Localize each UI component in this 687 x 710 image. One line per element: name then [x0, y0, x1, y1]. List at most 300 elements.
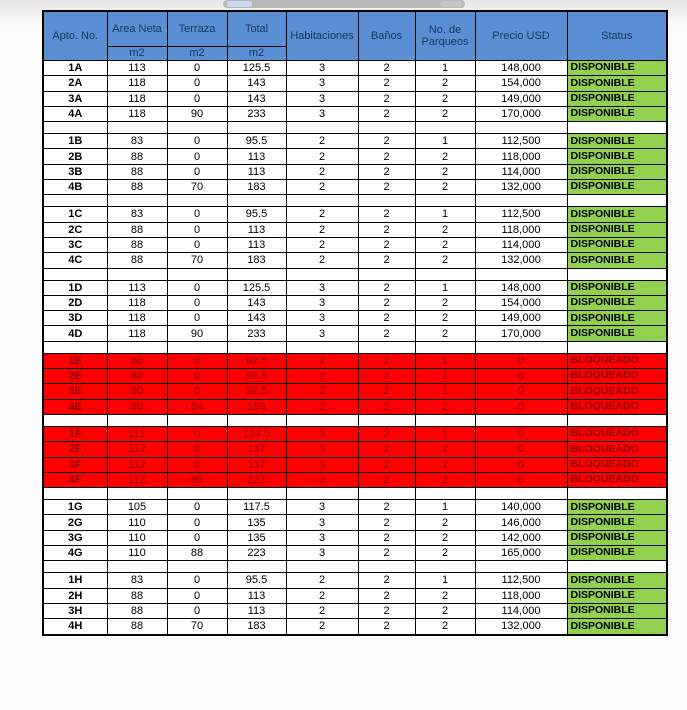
cell-banos: 2 [358, 180, 415, 195]
cell-status: BLOQUEADO [567, 426, 667, 441]
scrollbar-track-end [440, 1, 462, 7]
cell-parqueos: 2 [415, 546, 475, 561]
table-row [43, 384, 667, 399]
cell-status: DISPONIBLE [567, 573, 667, 588]
col-header-apto: Apto. No. [43, 11, 107, 61]
cell-area: 80 [107, 369, 167, 384]
cell-total: 113 [227, 164, 286, 179]
cell-precio: 154,000 [475, 76, 567, 91]
col-header-parqueos: No. de Parqueos [415, 11, 475, 61]
cell-total: 113 [227, 149, 286, 164]
cell-parqueos: 1 [415, 384, 475, 399]
spacer-cell [107, 268, 167, 280]
table-row [43, 253, 667, 268]
spacer-cell [43, 488, 107, 500]
spacer-cell [227, 561, 286, 573]
cell-precio: 114,000 [475, 603, 567, 618]
cell-precio: 112,500 [475, 207, 567, 222]
spacer-cell [358, 122, 415, 134]
cell-parqueos: 1 [415, 573, 475, 588]
spacer-cell [358, 195, 415, 207]
cell-terraza: 0 [167, 500, 227, 515]
spacer-cell [286, 122, 358, 134]
cell-status: DISPONIBLE [567, 76, 667, 91]
cell-apto: 3C [43, 237, 107, 252]
cell-banos: 2 [358, 222, 415, 237]
cell-precio: 132,000 [475, 253, 567, 268]
cell-hab: 3 [286, 295, 358, 310]
cell-precio: 0 [475, 353, 567, 368]
cell-apto: 1D [43, 280, 107, 295]
cell-hab: 3 [286, 530, 358, 545]
cell-terraza: 64 [167, 399, 227, 414]
cell-banos: 2 [358, 164, 415, 179]
spacer-cell [227, 268, 286, 280]
cell-total: 125.5 [227, 280, 286, 295]
cell-apto: 4G [43, 546, 107, 561]
cell-hab: 3 [286, 91, 358, 106]
table-row [43, 180, 667, 195]
spacer-cell [567, 122, 667, 134]
cell-precio: 0 [475, 369, 567, 384]
spacer-row [43, 195, 667, 207]
cell-hab: 2 [286, 253, 358, 268]
spacer-cell [475, 341, 567, 353]
cell-hab: 2 [286, 353, 358, 368]
cell-apto: 1G [43, 500, 107, 515]
cell-total: 233 [227, 106, 286, 121]
cell-parqueos: 2 [415, 237, 475, 252]
cell-hab: 2 [286, 619, 358, 635]
cell-apto: 4H [43, 619, 107, 635]
col-header-terraza: Terraza [167, 11, 227, 47]
cell-banos: 2 [358, 207, 415, 222]
spacer-cell [286, 268, 358, 280]
spacer-cell [167, 122, 227, 134]
cell-hab: 2 [286, 149, 358, 164]
cell-terraza: 0 [167, 164, 227, 179]
spacer-cell [43, 414, 107, 426]
spacer-cell [567, 195, 667, 207]
cell-status: DISPONIBLE [567, 106, 667, 121]
cell-total: 95.5 [227, 134, 286, 149]
cell-apto: 2C [43, 222, 107, 237]
spacer-cell [475, 195, 567, 207]
cell-status: DISPONIBLE [567, 546, 667, 561]
cell-area: 88 [107, 149, 167, 164]
spacer-cell [286, 561, 358, 573]
spacer-cell [167, 268, 227, 280]
cell-total: 137 [227, 457, 286, 472]
cell-precio: 148,000 [475, 280, 567, 295]
cell-banos: 2 [358, 500, 415, 515]
cell-hab: 3 [286, 442, 358, 457]
cell-apto: 2G [43, 515, 107, 530]
cell-parqueos: 1 [415, 134, 475, 149]
table-row [43, 326, 667, 341]
spacer-cell [107, 195, 167, 207]
cell-banos: 2 [358, 472, 415, 487]
cell-parqueos: 2 [415, 326, 475, 341]
cell-area: 88 [107, 603, 167, 618]
cell-status: DISPONIBLE [567, 207, 667, 222]
spacer-cell [567, 341, 667, 353]
cell-parqueos: 2 [415, 149, 475, 164]
cell-status: DISPONIBLE [567, 619, 667, 635]
cell-total: 169 [227, 399, 286, 414]
cell-parqueos: 2 [415, 442, 475, 457]
cell-precio: 118,000 [475, 588, 567, 603]
table-row [43, 237, 667, 252]
cell-banos: 2 [358, 149, 415, 164]
spacer-cell [415, 195, 475, 207]
spacer-cell [43, 268, 107, 280]
spacer-cell [43, 122, 107, 134]
cell-status: DISPONIBLE [567, 237, 667, 252]
cell-apto: 3F [43, 457, 107, 472]
apartments-table [42, 10, 668, 636]
table-row [43, 426, 667, 441]
cell-precio: 0 [475, 384, 567, 399]
cell-banos: 2 [358, 515, 415, 530]
cell-terraza: 90 [167, 106, 227, 121]
cell-total: 143 [227, 295, 286, 310]
cell-banos: 2 [358, 326, 415, 341]
cell-total: 125.5 [227, 61, 286, 76]
cell-terraza: 0 [167, 426, 227, 441]
cell-apto: 1A [43, 61, 107, 76]
cell-status: DISPONIBLE [567, 311, 667, 326]
cell-apto: 1B [43, 134, 107, 149]
cell-terraza: 0 [167, 295, 227, 310]
cell-banos: 2 [358, 457, 415, 472]
cell-precio: 149,000 [475, 91, 567, 106]
cell-parqueos: 2 [415, 76, 475, 91]
cell-status: BLOQUEADO [567, 399, 667, 414]
cell-area: 88 [107, 588, 167, 603]
cell-area: 112 [107, 442, 167, 457]
cell-hab: 3 [286, 311, 358, 326]
cell-apto: 1H [43, 573, 107, 588]
col-header-status: Status [567, 11, 667, 61]
spacer-row [43, 122, 667, 134]
cell-hab: 3 [286, 546, 358, 561]
cell-terraza: 0 [167, 134, 227, 149]
cell-terraza: 0 [167, 588, 227, 603]
table-body [43, 61, 667, 635]
table-row [43, 399, 667, 414]
cell-precio: 114,000 [475, 164, 567, 179]
cell-area: 113 [107, 61, 167, 76]
cell-precio: 0 [475, 457, 567, 472]
cell-total: 113 [227, 222, 286, 237]
table-row [43, 442, 667, 457]
cell-apto: 4E [43, 399, 107, 414]
cell-parqueos: 2 [415, 515, 475, 530]
cell-terraza: 70 [167, 619, 227, 635]
cell-parqueos: 2 [415, 106, 475, 121]
cell-terraza: 88 [167, 546, 227, 561]
cell-terraza: 90 [167, 326, 227, 341]
table-row [43, 106, 667, 121]
cell-total: 92.5 [227, 369, 286, 384]
cell-parqueos: 2 [415, 588, 475, 603]
cell-precio: 0 [475, 472, 567, 487]
cell-banos: 2 [358, 573, 415, 588]
cell-total: 227 [227, 472, 286, 487]
cell-parqueos: 2 [415, 399, 475, 414]
cell-status: DISPONIBLE [567, 149, 667, 164]
table-row [43, 515, 667, 530]
cell-area: 118 [107, 295, 167, 310]
cell-total: 95.5 [227, 573, 286, 588]
cell-status: DISPONIBLE [567, 164, 667, 179]
cell-hab: 2 [286, 237, 358, 252]
cell-total: 183 [227, 619, 286, 635]
cell-status: DISPONIBLE [567, 500, 667, 515]
cell-total: 143 [227, 91, 286, 106]
spacer-cell [358, 488, 415, 500]
cell-total: 143 [227, 76, 286, 91]
cell-banos: 2 [358, 546, 415, 561]
cell-terraza: 0 [167, 369, 227, 384]
cell-banos: 2 [358, 295, 415, 310]
cell-apto: 3E [43, 384, 107, 399]
cell-precio: 170,000 [475, 106, 567, 121]
cell-total: 113 [227, 588, 286, 603]
spacer-cell [415, 488, 475, 500]
table-row [43, 457, 667, 472]
cell-apto: 1E [43, 353, 107, 368]
spacer-cell [286, 341, 358, 353]
cell-status: DISPONIBLE [567, 326, 667, 341]
cell-banos: 2 [358, 61, 415, 76]
cell-hab: 3 [286, 76, 358, 91]
spacer-row [43, 414, 667, 426]
cell-total: 223 [227, 546, 286, 561]
cell-area: 80 [107, 399, 167, 414]
cell-precio: 0 [475, 426, 567, 441]
spacer-cell [167, 561, 227, 573]
cell-area: 88 [107, 164, 167, 179]
cell-parqueos: 1 [415, 500, 475, 515]
spacer-row [43, 488, 667, 500]
cell-total: 137 [227, 442, 286, 457]
cell-status: DISPONIBLE [567, 61, 667, 76]
cell-parqueos: 2 [415, 164, 475, 179]
cell-banos: 2 [358, 384, 415, 399]
cell-status: BLOQUEADO [567, 369, 667, 384]
cell-hab: 2 [286, 603, 358, 618]
cell-parqueos: 2 [415, 91, 475, 106]
cell-total: 95.5 [227, 207, 286, 222]
cell-hab: 3 [286, 106, 358, 121]
cell-status: DISPONIBLE [567, 134, 667, 149]
cell-banos: 2 [358, 106, 415, 121]
cell-status: DISPONIBLE [567, 91, 667, 106]
table-row [43, 573, 667, 588]
table-row [43, 134, 667, 149]
col-header-area-neta: Area Neta [107, 11, 167, 47]
cell-banos: 2 [358, 353, 415, 368]
cell-hab: 3 [286, 61, 358, 76]
cell-total: 92.5 [227, 384, 286, 399]
cell-parqueos: 2 [415, 619, 475, 635]
cell-apto: 1F [43, 426, 107, 441]
cell-total: 113 [227, 603, 286, 618]
spacer-cell [567, 268, 667, 280]
cell-area: 88 [107, 222, 167, 237]
cell-status: DISPONIBLE [567, 515, 667, 530]
col-header-banos: Baños [358, 11, 415, 61]
cell-precio: 0 [475, 442, 567, 457]
cell-hab: 2 [286, 134, 358, 149]
cell-parqueos: 2 [415, 457, 475, 472]
subheader-m2-terraza: m2 [167, 47, 227, 61]
table-row [43, 91, 667, 106]
cell-hab: 2 [286, 180, 358, 195]
table-row [43, 500, 667, 515]
cell-terraza: 0 [167, 237, 227, 252]
cell-hab: 2 [286, 222, 358, 237]
spacer-cell [227, 195, 286, 207]
cell-status: DISPONIBLE [567, 603, 667, 618]
cell-total: 124.5 [227, 426, 286, 441]
spacer-cell [107, 341, 167, 353]
cell-area: 83 [107, 207, 167, 222]
table-row [43, 222, 667, 237]
table-row [43, 546, 667, 561]
spacer-cell [43, 195, 107, 207]
table-row [43, 369, 667, 384]
cell-terraza: 0 [167, 530, 227, 545]
spacer-cell [167, 488, 227, 500]
cell-precio: 149,000 [475, 311, 567, 326]
cell-status: BLOQUEADO [567, 442, 667, 457]
cell-status: BLOQUEADO [567, 353, 667, 368]
cell-area: 118 [107, 326, 167, 341]
spacer-cell [107, 561, 167, 573]
table-row [43, 619, 667, 635]
cell-banos: 2 [358, 237, 415, 252]
cell-area: 118 [107, 106, 167, 121]
cell-hab: 2 [286, 369, 358, 384]
cell-terraza: 0 [167, 91, 227, 106]
scrollbar-thumb[interactable] [226, 0, 253, 8]
cell-terraza: 0 [167, 222, 227, 237]
spacer-cell [358, 414, 415, 426]
cell-banos: 2 [358, 134, 415, 149]
cell-terraza: 0 [167, 311, 227, 326]
cell-parqueos: 2 [415, 180, 475, 195]
cell-parqueos: 2 [415, 603, 475, 618]
cell-total: 113 [227, 237, 286, 252]
cell-area: 110 [107, 546, 167, 561]
cell-terraza: 0 [167, 442, 227, 457]
table-row [43, 603, 667, 618]
spacer-cell [415, 561, 475, 573]
cell-hab: 2 [286, 399, 358, 414]
cell-apto: 3G [43, 530, 107, 545]
spacer-cell [567, 414, 667, 426]
spacer-cell [475, 268, 567, 280]
cell-precio: 112,500 [475, 573, 567, 588]
cell-status: DISPONIBLE [567, 588, 667, 603]
horizontal-scrollbar[interactable] [223, 0, 465, 8]
table-row [43, 353, 667, 368]
cell-apto: 1C [43, 207, 107, 222]
cell-terraza: 0 [167, 384, 227, 399]
cell-apto: 2B [43, 149, 107, 164]
spacer-cell [107, 414, 167, 426]
cell-area: 112 [107, 426, 167, 441]
cell-hab: 3 [286, 426, 358, 441]
table-row [43, 207, 667, 222]
cell-apto: 3A [43, 91, 107, 106]
cell-apto: 4A [43, 106, 107, 121]
cell-parqueos: 1 [415, 369, 475, 384]
cell-terraza: 70 [167, 180, 227, 195]
cell-terraza: 70 [167, 253, 227, 268]
table-row [43, 588, 667, 603]
table-row [43, 61, 667, 76]
cell-precio: 154,000 [475, 295, 567, 310]
cell-apto: 4D [43, 326, 107, 341]
cell-precio: 165,000 [475, 546, 567, 561]
table-row [43, 149, 667, 164]
cell-hab: 2 [286, 164, 358, 179]
cell-area: 80 [107, 353, 167, 368]
spacer-row [43, 268, 667, 280]
spacer-cell [167, 341, 227, 353]
cell-precio: 118,000 [475, 149, 567, 164]
cell-total: 183 [227, 253, 286, 268]
spacer-cell [475, 122, 567, 134]
cell-apto: 3D [43, 311, 107, 326]
cell-precio: 118,000 [475, 222, 567, 237]
cell-area: 118 [107, 91, 167, 106]
cell-banos: 2 [358, 530, 415, 545]
cell-area: 80 [107, 384, 167, 399]
spacer-cell [227, 488, 286, 500]
cell-area: 118 [107, 76, 167, 91]
cell-area: 112 [107, 472, 167, 487]
cell-status: BLOQUEADO [567, 384, 667, 399]
cell-area: 88 [107, 237, 167, 252]
cell-parqueos: 2 [415, 222, 475, 237]
cell-hab: 2 [286, 573, 358, 588]
cell-precio: 112,500 [475, 134, 567, 149]
cell-hab: 3 [286, 280, 358, 295]
cell-terraza: 0 [167, 573, 227, 588]
cell-banos: 2 [358, 91, 415, 106]
spacer-cell [286, 195, 358, 207]
spacer-cell [43, 341, 107, 353]
cell-status: DISPONIBLE [567, 295, 667, 310]
spacer-row [43, 341, 667, 353]
cell-parqueos: 1 [415, 280, 475, 295]
table-row [43, 76, 667, 91]
cell-apto: 4B [43, 180, 107, 195]
cell-banos: 2 [358, 619, 415, 635]
cell-precio: 140,000 [475, 500, 567, 515]
cell-area: 110 [107, 515, 167, 530]
spacer-cell [415, 268, 475, 280]
spacer-cell [475, 561, 567, 573]
cell-hab: 3 [286, 457, 358, 472]
cell-apto: 2E [43, 369, 107, 384]
cell-parqueos: 2 [415, 530, 475, 545]
